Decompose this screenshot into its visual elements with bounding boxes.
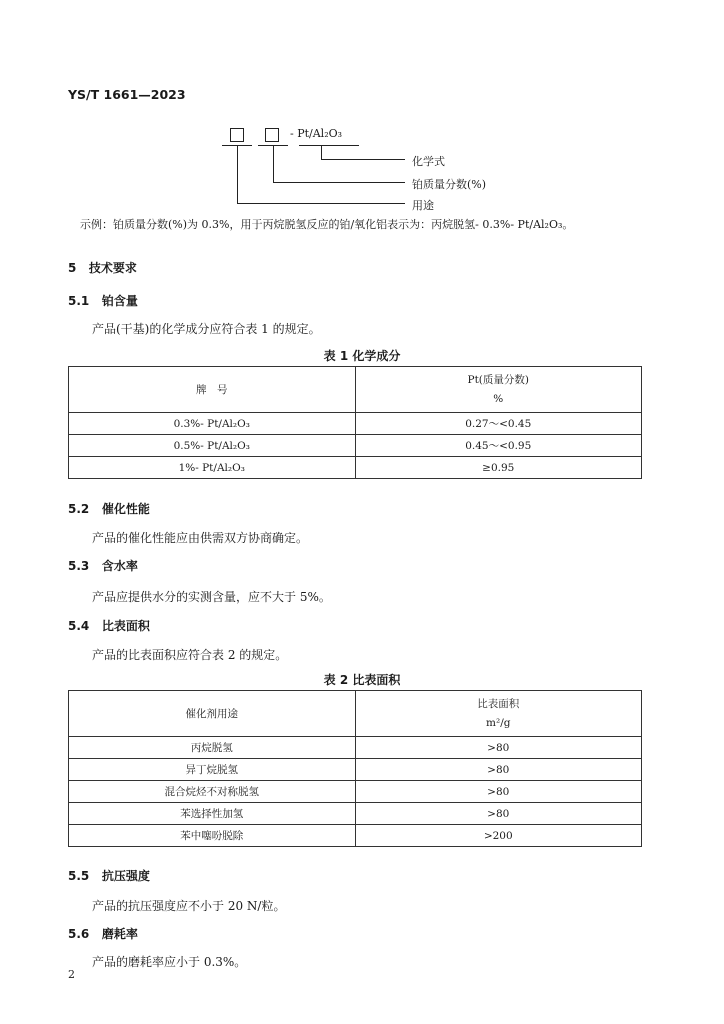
- subsection-5-4-heading: [68, 617, 150, 634]
- document-code: YS/T 1661—2023: [68, 87, 186, 102]
- subsection-5-1-text: 产品(干基)的化学成分应符合表 1 的规定。: [92, 322, 321, 336]
- table-cell: 异丁烷脱氢: [69, 759, 356, 781]
- page-number: 2: [68, 968, 75, 981]
- table-cell: >80: [355, 759, 642, 781]
- subsection-title: 磨耗率: [101, 927, 138, 941]
- label-chemical-formula: 化学式: [412, 155, 445, 168]
- header-line-2: %: [493, 392, 504, 405]
- subsection-number: 5.3: [68, 559, 90, 573]
- table-2-header-usage: 催化剂用途: [69, 691, 356, 737]
- table-row: [69, 457, 642, 479]
- table-cell: 0.45～<0.95: [355, 435, 642, 457]
- table-2-header-row: [69, 691, 642, 737]
- subsection-number: 5.2: [68, 502, 90, 516]
- label-mass-fraction: 铂质量分数(%): [412, 178, 487, 191]
- table-1: [68, 366, 642, 479]
- subsection-5-4-text: 产品的比表面积应符合表 2 的规定。: [92, 648, 288, 662]
- subsection-number: 5.1: [68, 294, 90, 308]
- subsection-5-2-heading: [68, 500, 150, 517]
- table-row: [69, 781, 642, 803]
- table-cell: ≥0.95: [355, 457, 642, 479]
- table-2-caption: 表 2 比表面积: [323, 673, 401, 687]
- subsection-title: 含水率: [101, 559, 138, 573]
- header-line-2: m²/g: [486, 716, 511, 729]
- table-cell: >80: [355, 737, 642, 759]
- subsection-number: 5.5: [68, 869, 90, 883]
- subsection-number: 5.6: [68, 927, 90, 941]
- usage-box: [230, 128, 244, 142]
- subsection-5-5-heading: [68, 867, 150, 884]
- section-title: 技术要求: [88, 261, 137, 275]
- subsection-title: 铂含量: [101, 294, 138, 308]
- table-row: [69, 759, 642, 781]
- label-usage: 用途: [412, 199, 434, 212]
- table-cell: >80: [355, 781, 642, 803]
- usage-leader-v: [237, 145, 238, 203]
- table-cell: 0.27～<0.45: [355, 413, 642, 435]
- example-note: 示例：铂质量分数(%)为 0.3%，用于丙烷脱氢反应的铂/氧化铝表示为：丙烷脱氢- 0.3%- Pt/Al₂O₃。: [80, 218, 574, 231]
- table-1-header-pt: [355, 367, 642, 413]
- table-cell: 苯中噻吩脱除: [69, 825, 356, 847]
- table-row: [69, 825, 642, 847]
- table-1-header-row: [69, 367, 642, 413]
- header-line-1: 比表面积: [477, 698, 520, 711]
- header-line-1: Pt(质量分数): [467, 374, 529, 387]
- table-cell: 0.3%- Pt/Al₂O₃: [69, 413, 356, 435]
- section-5-heading: [68, 259, 137, 276]
- subsection-number: 5.4: [68, 619, 90, 633]
- subsection-5-2-text: 产品的催化性能应由供需双方协商确定。: [92, 531, 309, 545]
- formula-underline: [299, 145, 359, 146]
- mass-leader-h: [273, 182, 405, 183]
- table-cell: 1%- Pt/Al₂O₃: [69, 457, 356, 479]
- table-row: [69, 413, 642, 435]
- subsection-title: 比表面积: [101, 619, 150, 633]
- table-2: [68, 690, 642, 847]
- table-2-header-area: [355, 691, 642, 737]
- table-cell: 混合烷烃不对称脱氢: [69, 781, 356, 803]
- table-cell: >80: [355, 803, 642, 825]
- table-row: [69, 803, 642, 825]
- table-cell: >200: [355, 825, 642, 847]
- subsection-5-5-text: 产品的抗压强度应不小于 20 N/粒。: [92, 899, 286, 913]
- section-number: 5: [68, 261, 77, 275]
- table-row: [69, 737, 642, 759]
- table-cell: 0.5%- Pt/Al₂O₃: [69, 435, 356, 457]
- chemical-formula: - Pt/Al₂O₃: [290, 127, 343, 140]
- mass-fraction-box: [265, 128, 279, 142]
- formula-leader-v: [321, 145, 322, 159]
- table-cell: 苯选择性加氢: [69, 803, 356, 825]
- subsection-title: 抗压强度: [101, 869, 150, 883]
- subsection-5-6-heading: [68, 925, 138, 942]
- table-1-caption: 表 1 化学成分: [323, 349, 401, 363]
- subsection-5-6-text: 产品的磨耗率应小于 0.3%。: [92, 955, 247, 969]
- table-cell: 丙烷脱氢: [69, 737, 356, 759]
- mass-leader-v: [273, 145, 274, 182]
- table-row: [69, 435, 642, 457]
- formula-leader-h: [321, 159, 405, 160]
- subsection-title: 催化性能: [101, 502, 150, 516]
- subsection-5-3-text: 产品应提供水分的实测含量，应不大于 5%。: [92, 590, 331, 604]
- usage-leader-h: [237, 203, 405, 204]
- subsection-5-1-heading: [68, 292, 138, 309]
- subsection-5-3-heading: [68, 557, 138, 574]
- table-1-header-grade: 牌 号: [69, 367, 356, 413]
